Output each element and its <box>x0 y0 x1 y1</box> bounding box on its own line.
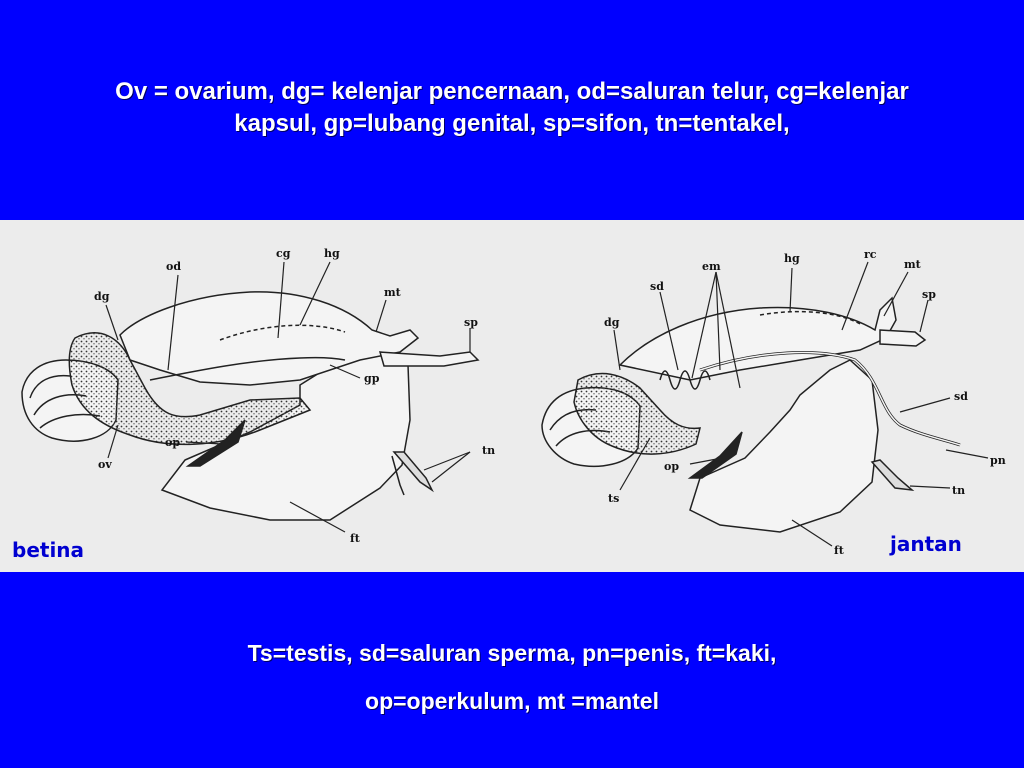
male-tag: jantan <box>890 532 962 556</box>
female-label-ov: ov <box>98 458 112 471</box>
male-foot <box>690 360 878 532</box>
male-label-em: em <box>702 260 721 273</box>
female-label-tn: tn <box>482 444 496 457</box>
female-label-gp: gp <box>364 372 380 385</box>
male-label-pn: pn <box>990 454 1006 467</box>
male-label-dg: dg <box>604 316 620 329</box>
female-tag: betina <box>12 538 85 562</box>
male-label-tn: tn <box>952 484 966 497</box>
male-label-rc: rc <box>864 248 877 261</box>
male-snail-drawing <box>542 298 960 532</box>
anatomy-figure-panel <box>0 220 1024 572</box>
male-siphon <box>880 330 925 346</box>
female-snail-drawing <box>22 292 478 520</box>
title-line-1: Ov = ovarium, dg= kelenjar pencernaan, od=saluran telur, cg=kelenjar <box>115 78 909 105</box>
female-label-ft: ft <box>350 532 360 545</box>
title-line-2: kapsul, gp=lubang genital, sp=sifon, tn=tentakel, <box>234 110 790 137</box>
female-label-od: od <box>166 260 182 273</box>
footer-line-2: op=operkulum, mt =mantel <box>365 688 659 714</box>
female-label-sp: sp <box>464 316 478 329</box>
anatomy-diagram <box>0 220 1024 572</box>
male-label-sd: sd <box>650 280 664 293</box>
male-label-ts: ts <box>608 492 620 505</box>
female-label-op: op <box>165 436 181 449</box>
male-label-ft: ft <box>834 544 844 557</box>
female-label-mt: mt <box>384 286 401 299</box>
female-label-dg: dg <box>94 290 110 303</box>
male-label-sp: sp <box>922 288 936 301</box>
male-label-mt: mt <box>904 258 921 271</box>
footer-line-1: Ts=testis, sd=saluran sperma, pn=penis, ft=kaki, <box>247 640 777 666</box>
male-label-sd-2: sd <box>954 390 968 403</box>
slide-title <box>20 76 1004 140</box>
male-label-hg: hg <box>784 252 800 265</box>
female-siphon <box>380 352 478 366</box>
female-label-cg: cg <box>276 247 291 260</box>
male-label-op: op <box>664 460 680 473</box>
female-label-hg: hg <box>324 247 340 260</box>
